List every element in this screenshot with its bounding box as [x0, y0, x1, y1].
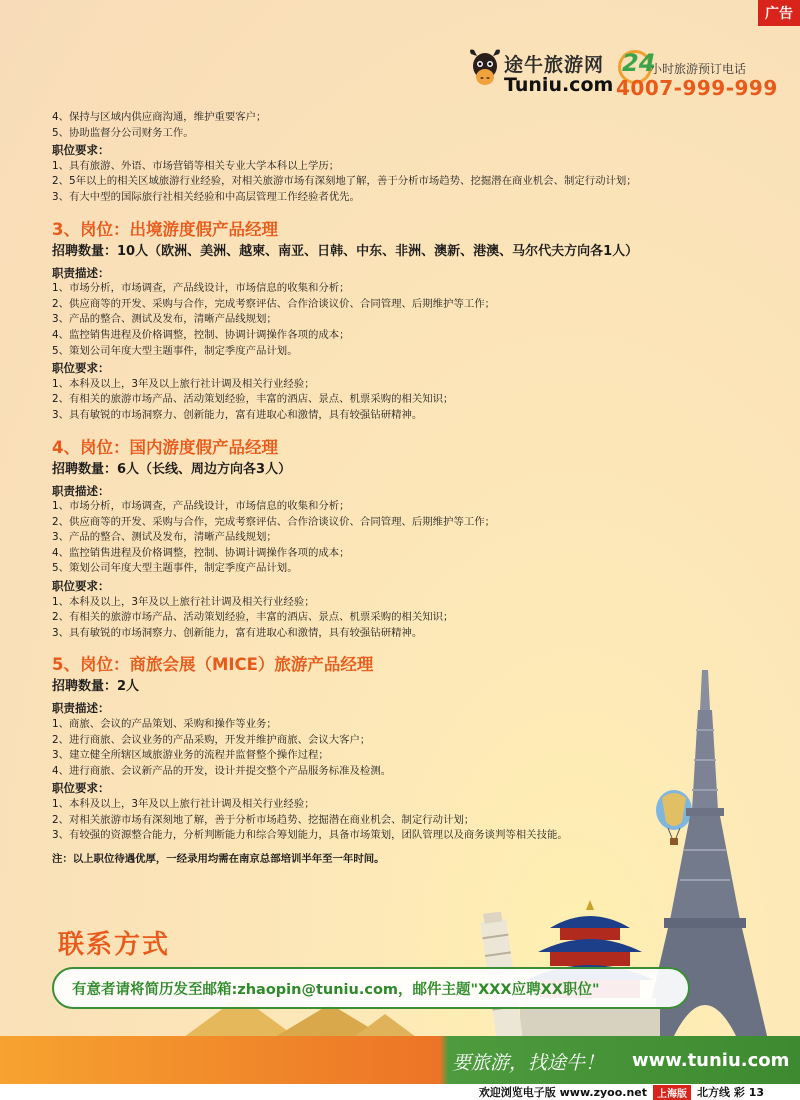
page-info — [479, 1084, 764, 1100]
duty-line: 3、产品的整合、测试及发布，清晰产品线规划； — [52, 531, 277, 544]
requirement-line: 3、具有敏锐的市场洞察力、创新能力，富有进取心和激情，具有较强钻研精神。 — [52, 408, 423, 421]
requirement-line: 1、本科及以上，3年及以上旅行社计调及相关行业经验； — [52, 798, 315, 810]
requirement-line: 3、有较强的资源整合能力，分析判断能力和综合筹划能力，具备市场策划，团队管理以及商务谈判等相关技能。 — [52, 829, 568, 842]
duty-line: 4、进行商旅、会议新产品的开发，设计并提交整个产品服务标准及检测。 — [52, 764, 392, 777]
duty-line: 5、策划公司年度大型主题事件，制定季度产品计划。 — [52, 344, 298, 357]
note-text: 注：以上职位待遇优厚，一经录用均需在南京总部培训半年至一年时间。 — [52, 852, 385, 865]
requirement-line: 1、具有旅游、外语、市场营销等相关专业大学本科以上学历； — [52, 159, 340, 172]
cow-logo-icon — [468, 46, 502, 92]
hiring-count: 招聘数量：10人（欧洲、美洲、越柬、南亚、日韩、中东、非洲、澳新、港澳、马尔代夫方向各1人） — [52, 243, 639, 259]
duties-heading: 职责描述： — [52, 265, 110, 280]
email-banner[interactable] — [52, 967, 690, 1009]
requirement-line: 3、具有敏锐的市场洞察力、创新能力，富有进取心和激情，具有较强钻研精神。 — [52, 626, 423, 639]
requirement-line: 1、本科及以上，3年及以上旅行社计调及相关行业经验； — [52, 377, 315, 390]
requirement-line: 3、有大中型的国际旅行社相关经验和中高层管理工作经验者优先。 — [52, 190, 360, 203]
brand-logo[interactable] — [468, 46, 778, 102]
website-link[interactable]: www.tuniu.com — [632, 1050, 790, 1071]
requirement-line: 2、5年以上的相关区域旅游行业经验，对相关旅游市场有深刻地了解，善于分析市场趋势、挖掘潜在商业机会、制定行动计划； — [52, 175, 637, 188]
page-number: 北方线 彩 13 — [697, 1086, 764, 1099]
requirements-heading: 职位要求： — [52, 579, 110, 594]
position-title: 5、岗位：商旅会展（MICE）旅游产品经理 — [52, 655, 374, 675]
hiring-count: 招聘数量：6人（长线、周边方向各3人） — [52, 461, 292, 477]
requirements-heading: 职位要求： — [52, 361, 110, 376]
email-text[interactable]: 有意者请将简历发至邮箱:zhaopin@tuniu.com，邮件主题"XXX应聘XX职位" — [72, 981, 600, 998]
duty-line: 5、协助监督分公司财务工作。 — [52, 126, 194, 139]
duty-line: 4、保持与区域内供应商沟通，维护重要客户； — [52, 111, 267, 123]
hours-label: 24 — [622, 49, 656, 77]
hiring-count: 招聘数量：2人 — [52, 679, 140, 695]
hotline-phone[interactable]: 4007-999-999 — [616, 76, 778, 100]
requirements-heading: 职位要求： — [52, 781, 110, 796]
edition-badge: 上海版 — [653, 1085, 691, 1100]
requirement-line: 1、本科及以上，3年及以上旅行社计调及相关行业经验； — [52, 595, 315, 608]
duty-line: 5、策划公司年度大型主题事件，制定季度产品计划。 — [52, 562, 298, 575]
position-title: 3、岗位：出境游度假产品经理 — [52, 219, 278, 239]
duty-line: 3、产品的整合、测试及发布，清晰产品线规划； — [52, 313, 277, 326]
duty-line: 2、进行商旅、会议业务的产品采购，开发并维护商旅、会议大客户； — [52, 733, 371, 746]
duty-line: 2、供应商等的开发、采购与合作，完成考察评估、合作洽谈议价、合同管理、后期维护等工作； — [52, 297, 496, 310]
contact-title: 联系方式 — [58, 930, 171, 960]
slogan: 要旅游，找途牛！ — [452, 1052, 605, 1074]
duties-heading: 职责描述： — [52, 483, 110, 498]
duty-line: 1、市场分析，市场调查，产品线设计，市场信息的收集和分析； — [52, 500, 350, 513]
duties-heading: 职责描述： — [52, 701, 110, 716]
duty-line: 1、商旅、会议的产品策划、采购和操作等业务； — [52, 718, 277, 731]
ad-label: 广告 — [758, 0, 800, 26]
brand-name-cn: 途牛旅游网 — [504, 54, 605, 76]
requirement-line: 2、有相关的旅游市场产品、活动策划经验，丰富的酒店、景点、机票采购的相关知识； — [52, 611, 454, 624]
duty-line: 4、监控销售进程及价格调整，控制、协调计调操作各项的成本； — [52, 328, 350, 341]
requirement-line: 2、有相关的旅游市场产品、活动策划经验，丰富的酒店、景点、机票采购的相关知识； — [52, 393, 454, 406]
position-title: 4、岗位：国内游度假产品经理 — [52, 437, 278, 457]
requirements-heading: 职位要求： — [52, 143, 110, 158]
welcome-text[interactable]: 欢迎浏览电子版 www.zyoo.net — [478, 1086, 648, 1099]
duty-line: 1、市场分析，市场调查，产品线设计，市场信息的收集和分析； — [52, 282, 350, 295]
duty-line: 4、监控销售进程及价格调整，控制、协调计调操作各项的成本； — [52, 546, 350, 559]
duty-line: 2、供应商等的开发、采购与合作，完成考察评估、合作洽谈议价、合同管理、后期维护等工作； — [52, 515, 496, 528]
requirement-line: 2、对相关旅游市场有深刻地了解，善于分析市场趋势、挖掘潜在商业机会、制定行动计划； — [52, 813, 475, 826]
hotline-label: 小时旅游预订电话 — [650, 62, 747, 76]
duty-line: 3、建立健全所辖区域旅游业务的流程并监督整个操作过程； — [52, 749, 329, 762]
brand-name-en: Tuniu.com — [504, 74, 614, 96]
